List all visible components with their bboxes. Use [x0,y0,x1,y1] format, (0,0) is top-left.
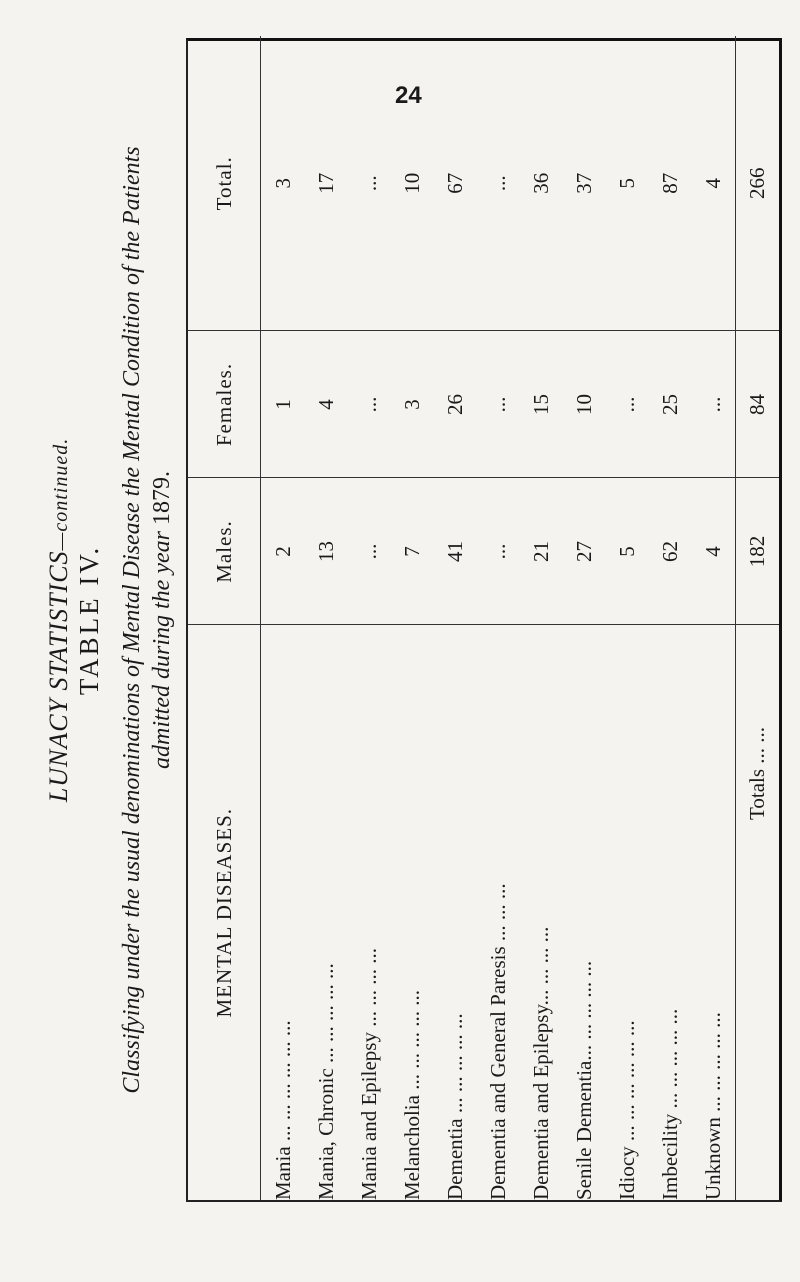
disease-name: Unknown ... ... ... ... ... [701,1012,726,1200]
table-title: TABLE IV. [74,544,104,696]
table-row [606,36,649,1200]
main-title-suffix: —continued. [50,437,72,551]
males-value: 7 [390,478,433,625]
table-row [433,36,476,1200]
females-value: ... [692,331,736,478]
total-value: 3 [261,36,305,331]
table-row [692,36,736,1200]
females-value: 3 [390,331,433,478]
disease-name: Mania, Chronic ... ... ... ... ... [313,963,338,1200]
disease-name: Dementia ... ... ... ... ... [442,1013,467,1200]
table-row [649,36,692,1200]
header-females: Females. [188,331,261,478]
males-value: ... [347,478,390,625]
header-mental-diseases: MENTAL DISEASES. [188,625,261,1200]
total-value: 17 [304,36,347,331]
table-row [519,36,562,1200]
total-value: 4 [692,36,736,331]
statistics-table-frame [186,38,782,1202]
males-value: 62 [649,478,692,625]
caption [117,30,177,1210]
totals-row [735,36,779,1200]
heading-block [4,30,184,1210]
caption-year: 1879. [149,471,175,526]
caption-line-2 [147,30,177,1210]
total-value: 36 [519,36,562,331]
table-row [304,36,347,1200]
females-value: 10 [562,331,605,478]
males-value: 27 [562,478,605,625]
total-value: 37 [562,36,605,331]
disease-name: Idiocy ... ... ... ... ... ... [615,1020,640,1200]
total-value: 5 [606,36,649,331]
caption-line-1: Classifying under the usual denominations of Mental Disease the Mental Condition of the Patients [119,146,145,1094]
table-row [347,36,390,1200]
disease-name: Dementia and General Paresis ... ... ... [485,883,510,1200]
disease-name: Dementia and Epilepsy... ... ... ... [528,926,553,1200]
total-value: 87 [649,36,692,331]
total-value: ... [347,36,390,331]
females-value: 4 [304,331,347,478]
total-value: ... [476,36,519,331]
females-value: 15 [519,331,562,478]
females-value: 25 [649,331,692,478]
mental-diseases-table [188,36,779,1200]
disease-name: Imbecility ... ... ... ... ... [658,1008,683,1200]
males-value: 5 [606,478,649,625]
totals-females: 84 [735,331,779,478]
caption-line-2-text: admitted during the year [149,525,175,769]
females-value: 1 [261,331,305,478]
disease-name: Mania and Epilepsy ... ... ... ... [356,948,381,1200]
table-row [476,36,519,1200]
females-value: ... [476,331,519,478]
main-title-text: LUNACY STATISTICS [44,550,73,803]
main-title [44,30,74,1210]
females-value: ... [606,331,649,478]
totals-label: Totals ... ... [735,625,779,1200]
disease-name: Mania ... ... ... ... ... ... [270,1020,295,1200]
males-value: 21 [519,478,562,625]
header-total: Total. [188,36,261,331]
males-value: ... [476,478,519,625]
males-value: 13 [304,478,347,625]
total-value: 10 [390,36,433,331]
females-value: 26 [433,331,476,478]
table-row [390,36,433,1200]
header-males: Males. [188,478,261,625]
table-row [261,36,305,1200]
males-value: 41 [433,478,476,625]
rotated-page-content [4,30,794,1210]
total-value: 67 [433,36,476,331]
females-value: ... [347,331,390,478]
page-number: 24 [395,82,422,109]
disease-name: Melancholia ... ... ... ... ... [399,990,424,1200]
males-value: 4 [692,478,736,625]
disease-name: Senile Dementia... ... ... ... ... [571,960,596,1200]
males-value: 2 [261,478,305,625]
table-header-row [188,36,261,1200]
table-row [562,36,605,1200]
totals-total: 266 [735,36,779,331]
totals-males: 182 [735,478,779,625]
